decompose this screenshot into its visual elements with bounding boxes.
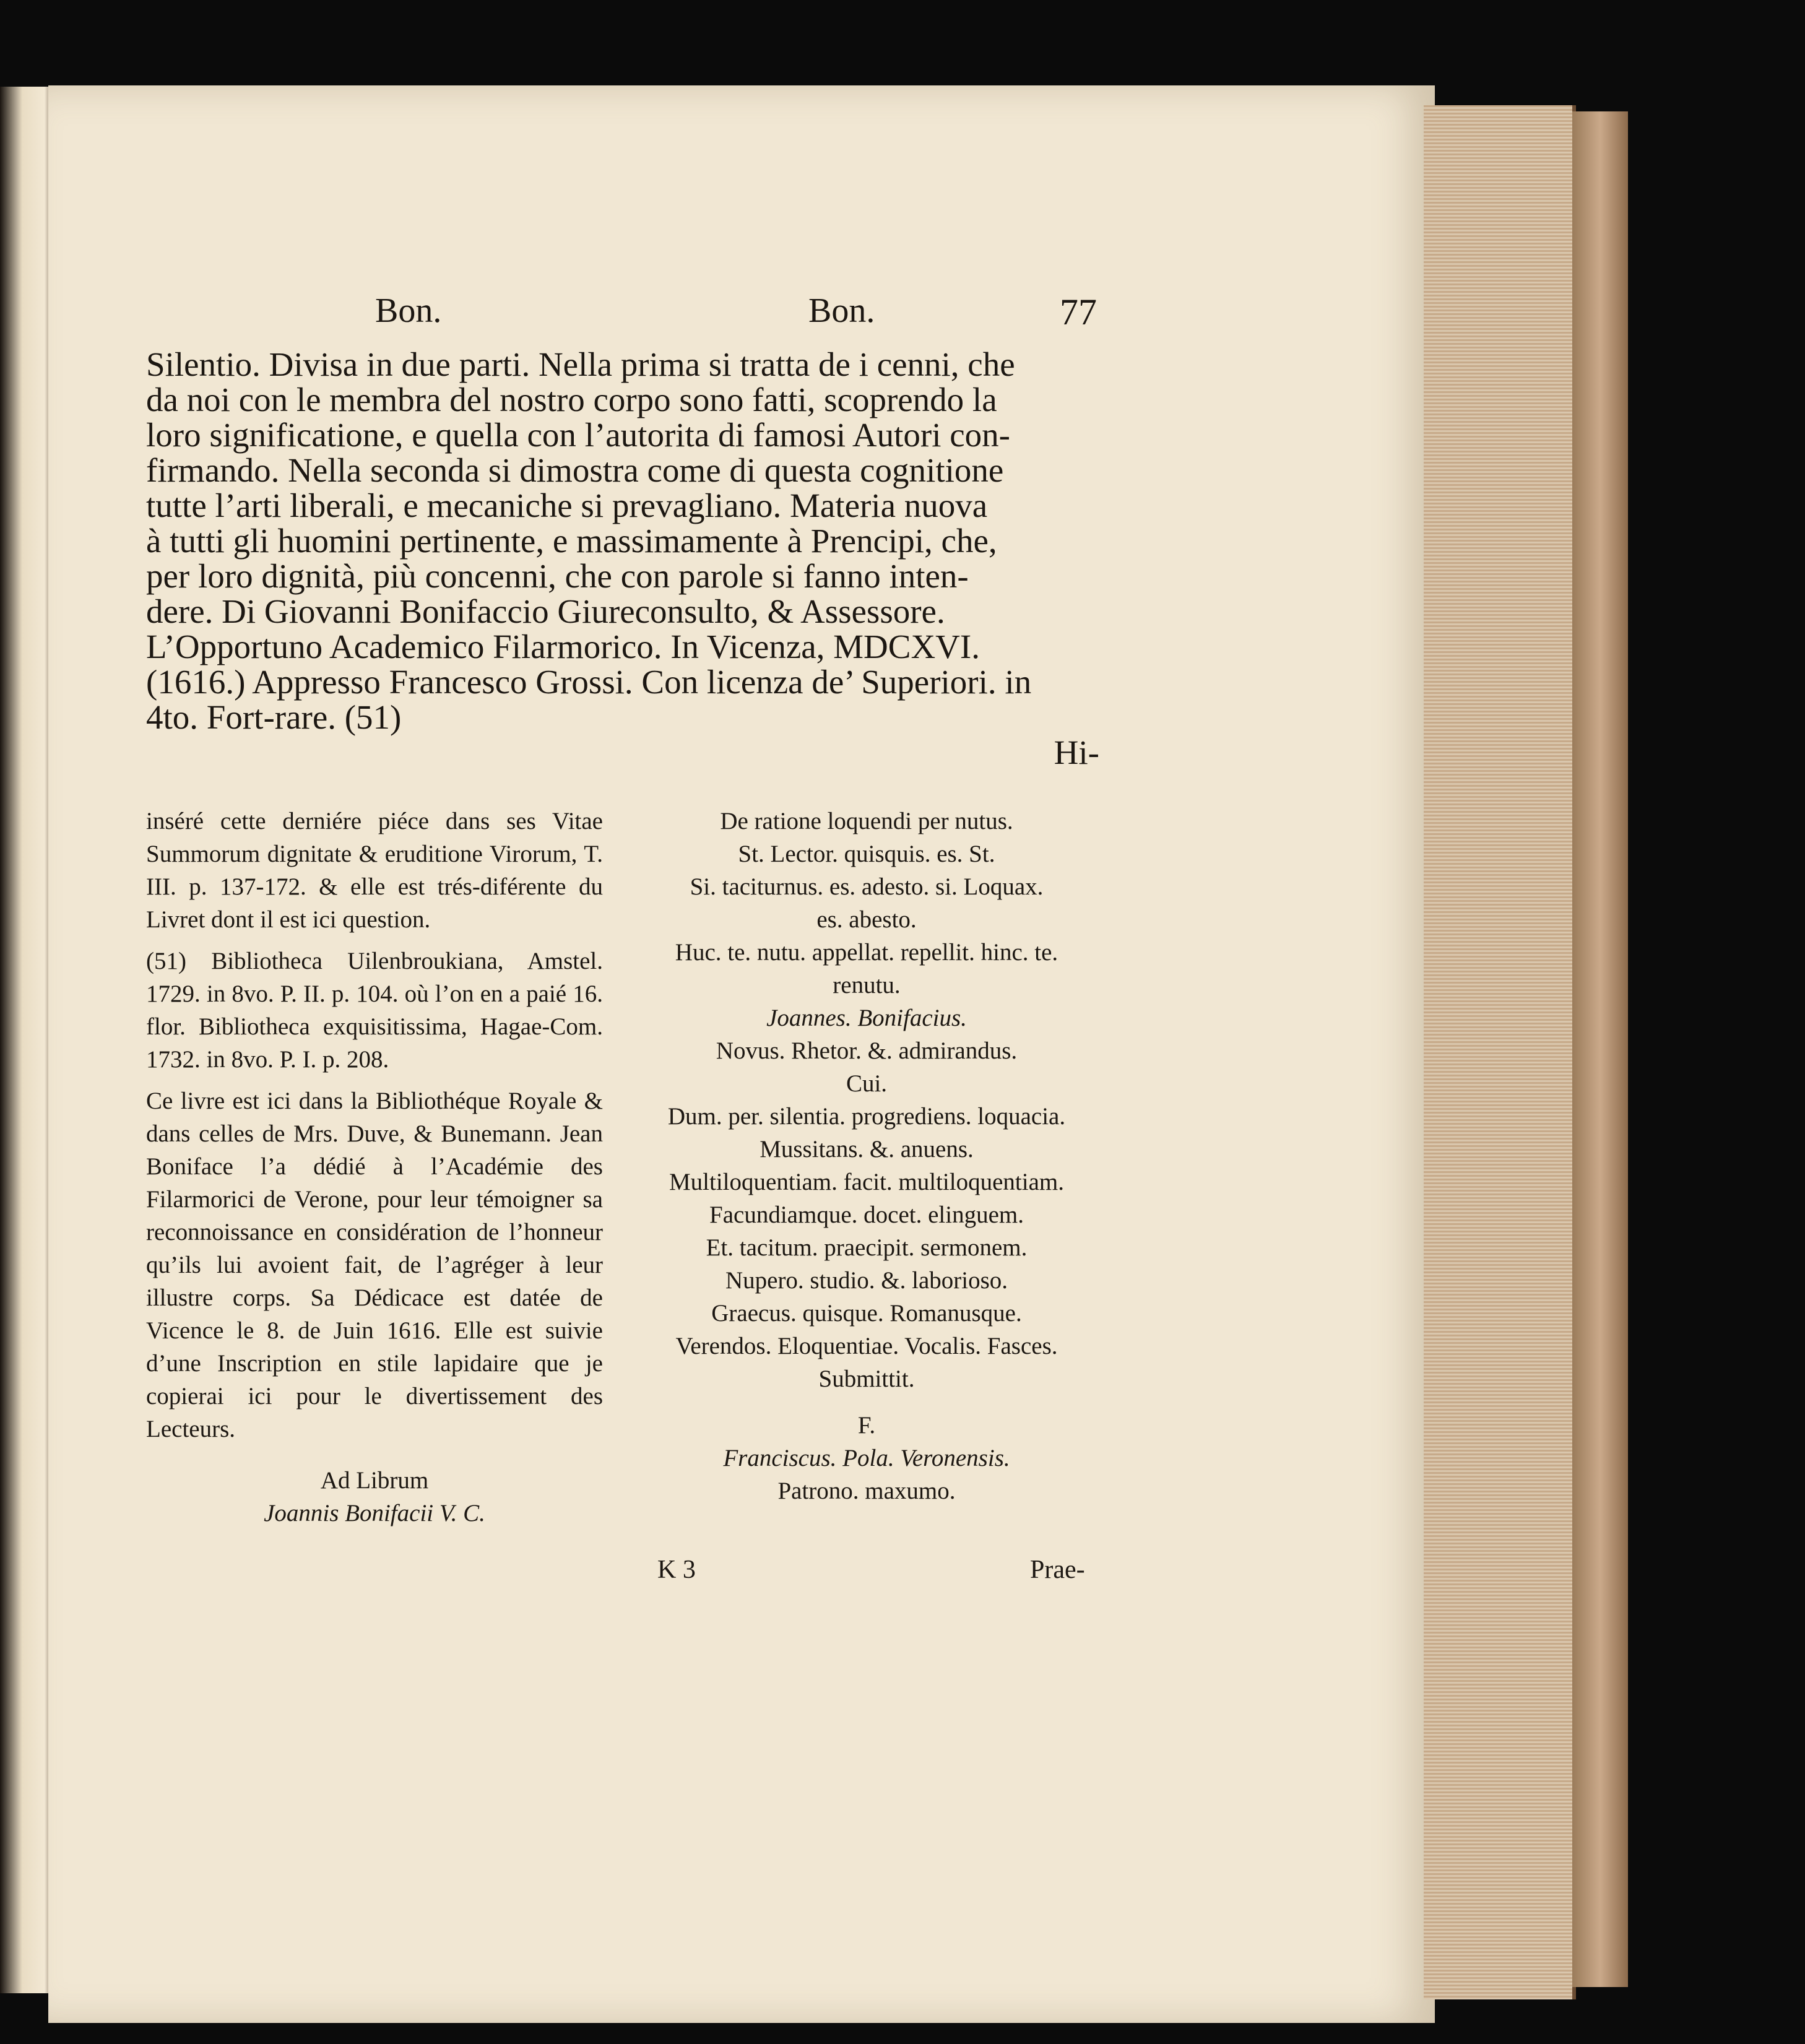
inscription-line: De ratione loquendi per nutus.: [720, 808, 1013, 834]
facing-page-edge: [0, 87, 56, 1993]
main-line: dere. Di Giovanni Bonifaccio Giureconsulto, & Assessore.: [146, 592, 945, 630]
inscription-line: Multiloquentiam. facit. multiloquentiam.: [669, 1169, 1064, 1195]
main-line: (1616.) Appresso Francesco Grossi. Con licenza de’ Superiori. in: [146, 663, 1032, 701]
inscription-line: Verendos. Eloquentiae. Vocalis. Fasces.: [675, 1333, 1058, 1359]
inscription-line: Cui.: [846, 1070, 888, 1097]
running-head-center: Bon.: [808, 292, 875, 330]
inscription-line: Joannes. Bonifacius.: [766, 1005, 967, 1031]
caption-line: Ad Librum: [320, 1467, 429, 1494]
running-head-left: Bon.: [375, 292, 442, 330]
inscription-line: Graecus. quisque. Romanusque.: [711, 1300, 1022, 1327]
inscription-line: Mussitans. &. anuens.: [760, 1136, 974, 1163]
footnote-column: [146, 805, 603, 1530]
page-number: 77: [1060, 292, 1097, 332]
main-line: L’Opportuno Academico Filarmorico. In Vicenza, MDCXVI.: [146, 628, 980, 665]
inscription-line: Novus. Rhetor. &. admirandus.: [716, 1037, 1018, 1064]
main-line: firmando. Nella seconda si dimostra come di questa cognitione: [146, 451, 1004, 489]
main-line: per loro dignità, più concenni, che con parole si fanno inten-: [146, 557, 969, 595]
inscription-line: Facundiamque. docet. elinguem.: [709, 1202, 1024, 1228]
page-block-edge: [1424, 105, 1576, 1999]
footnote-paragraph: inséré cette derniére piéce dans ses Vitae Summorum dignitate & eruditione Virorum, T. III. p. 137-172. & elle est trés-diférente du Livret dont il est ici question.: [146, 808, 603, 933]
footnote-paragraph: Ce livre est ici dans la Bibliothéque Royale & dans celles de Mrs. Duve, & Bunemann. Jean Boniface l’a dédié à l’Académie des Filarmorici de Verone, pour leur témoigner sa reconnoissance en considération de l’honneur qu’ils lui avoient fait, de l’agréger à leur illustre corps. Sa Dédicace est datée de Vicence le 8. de Juin 1616. Elle est suivie d’une Inscription en stile lapidaire que je copierai ici pour le divertissement des Lecteurs.: [146, 1088, 603, 1442]
inscription-line: F.: [857, 1412, 876, 1439]
signature-mark: K 3: [657, 1556, 696, 1584]
inscription-line: Nupero. studio. &. laborioso.: [725, 1267, 1008, 1294]
main-line: tutte l’arti liberali, e mecaniche si prevagliano. Materia nuova: [146, 487, 988, 524]
inscription-line: renutu.: [833, 972, 901, 998]
inscription-line: Patrono. maxumo.: [777, 1478, 956, 1504]
inscription-line: Submittit.: [818, 1366, 915, 1392]
main-line: loro significatione, e quella con l’autorita di famosi Autori con-: [146, 416, 1011, 454]
main-line: Silentio. Divisa in due parti. Nella prima si tratta de i cenni, che: [146, 345, 1015, 383]
main-catchword: Hi-: [1054, 734, 1099, 771]
inscription-column: [631, 805, 1102, 1507]
inscription-line: es. abesto.: [816, 906, 917, 933]
book-cover: [1572, 111, 1628, 1987]
main-entry: [146, 347, 1099, 770]
inscription-line: Dum. per. silentia. progrediens. loquacia.: [667, 1103, 1066, 1130]
footer-catchword: Prae-: [1030, 1556, 1085, 1584]
inscription-line: Si. taciturnus. es. adesto. si. Loquax.: [690, 873, 1044, 900]
main-line: à tutti gli huomini pertinente, e massimamente à Prencipi, che,: [146, 522, 997, 560]
inscription-line: St. Lector. quisquis. es. St.: [738, 841, 995, 867]
main-line: 4to. Fort-rare. (51): [146, 698, 402, 736]
inscription-line: Huc. te. nutu. appellat. repellit. hinc. te.: [675, 939, 1058, 966]
caption-line: Joannis Bonifacii V. C.: [264, 1500, 485, 1527]
footnote-paragraph: (51) Bibliotheca Uilenbroukiana, Amstel. 1729. in 8vo. P. II. p. 104. où l’on en a paié 16. flor. Bibliotheca exquisitissima, Hagae-Com. 1732. in 8vo. P. I. p. 208.: [146, 948, 603, 1073]
inscription-line: Franciscus. Pola. Veronensis.: [723, 1445, 1010, 1471]
main-line: da noi con le membra del nostro corpo sono fatti, scoprendo la: [146, 381, 997, 418]
inscription-line: Et. tacitum. praecipit. sermonem.: [706, 1234, 1028, 1261]
